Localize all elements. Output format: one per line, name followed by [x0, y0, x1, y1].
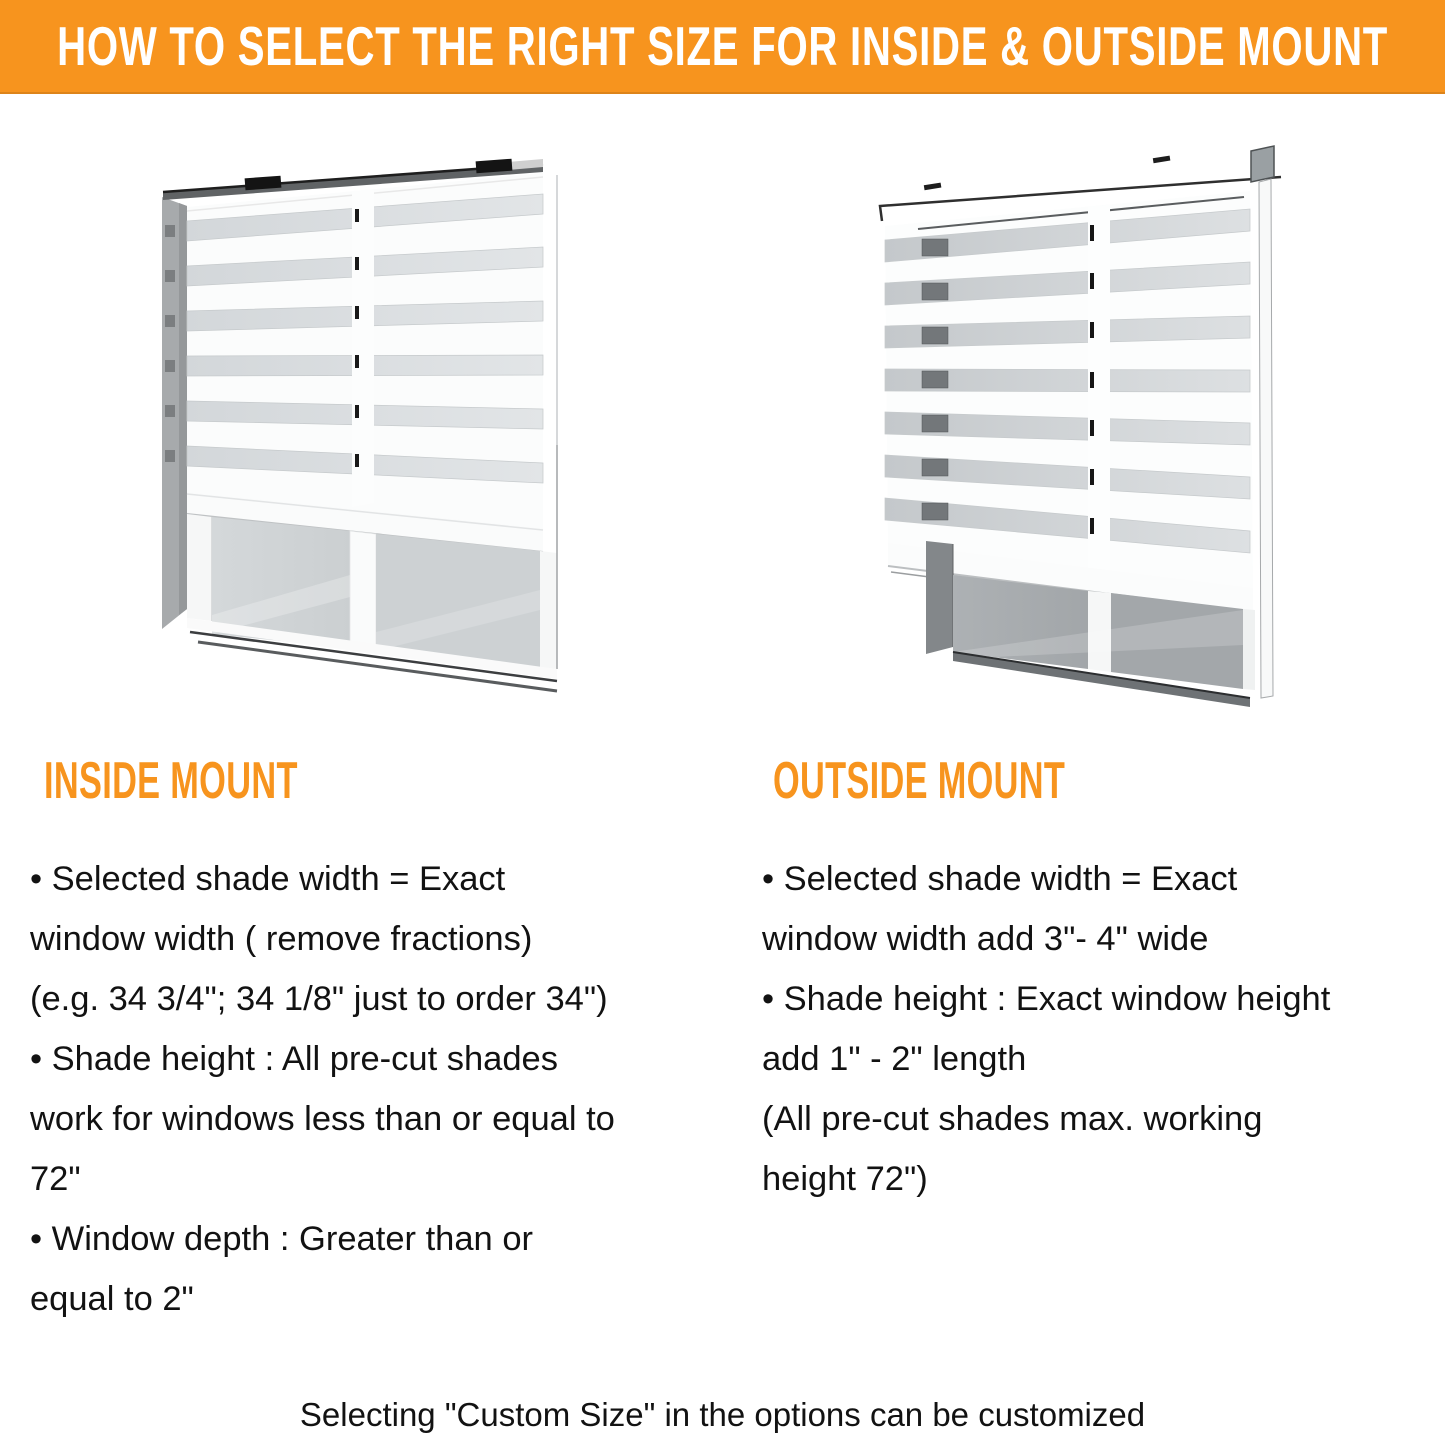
end-cap-bracket-icon: [1251, 146, 1274, 182]
page-title: HOW TO SELECT THE RIGHT SIZE FOR INSIDE & OUTSIDE MOUNT: [57, 15, 1388, 77]
bullet-line: (e.g. 34 3/4"; 34 1/8" just to order 34"): [30, 980, 608, 1018]
header-banner: [0, 0, 1445, 94]
inside-mount-instructions: [30, 849, 615, 1329]
outside-mount-instructions: [762, 849, 1330, 1209]
bullet-line: • Window depth : Greater than or: [30, 1220, 533, 1258]
center-mullion: [350, 531, 376, 651]
inside-mount-heading: INSIDE MOUNT: [44, 752, 298, 810]
bullet-line: • Selected shade width = Exact: [762, 860, 1238, 898]
bullet-line: 72": [30, 1160, 81, 1198]
outside-mount-illustration: [860, 140, 1300, 725]
center-mullion-through-sheer: [1088, 205, 1110, 573]
bullet-line: add 1" - 2" length: [762, 1040, 1027, 1078]
bullet-line: height 72"): [762, 1160, 928, 1198]
inside-mount-illustration: [150, 145, 570, 700]
outside-mount-heading: OUTSIDE MOUNT: [773, 752, 1066, 810]
bullet-line: • Selected shade width = Exact: [30, 860, 506, 898]
bullet-line: window width add 3"- 4" wide: [762, 920, 1209, 958]
bullet-line: window width ( remove fractions): [30, 920, 533, 958]
bullet-line: work for windows less than or equal to: [30, 1100, 615, 1138]
bullet-line: • Shade height : Exact window height: [762, 980, 1331, 1018]
bullet-line: (All pre-cut shades max. working: [762, 1100, 1263, 1138]
bullet-line: equal to 2": [30, 1280, 194, 1318]
zebra-shade: [187, 173, 543, 559]
window-wall-return-left: [162, 197, 187, 629]
ceiling-mark-icon: [1153, 156, 1171, 164]
side-channel: [1259, 179, 1273, 698]
ceiling-mark-icon: [924, 183, 942, 191]
footer-note: Selecting "Custom Size" in the options can be customized: [299, 1396, 1146, 1433]
bullet-line: • Shade height : All pre-cut shades: [30, 1040, 558, 1078]
